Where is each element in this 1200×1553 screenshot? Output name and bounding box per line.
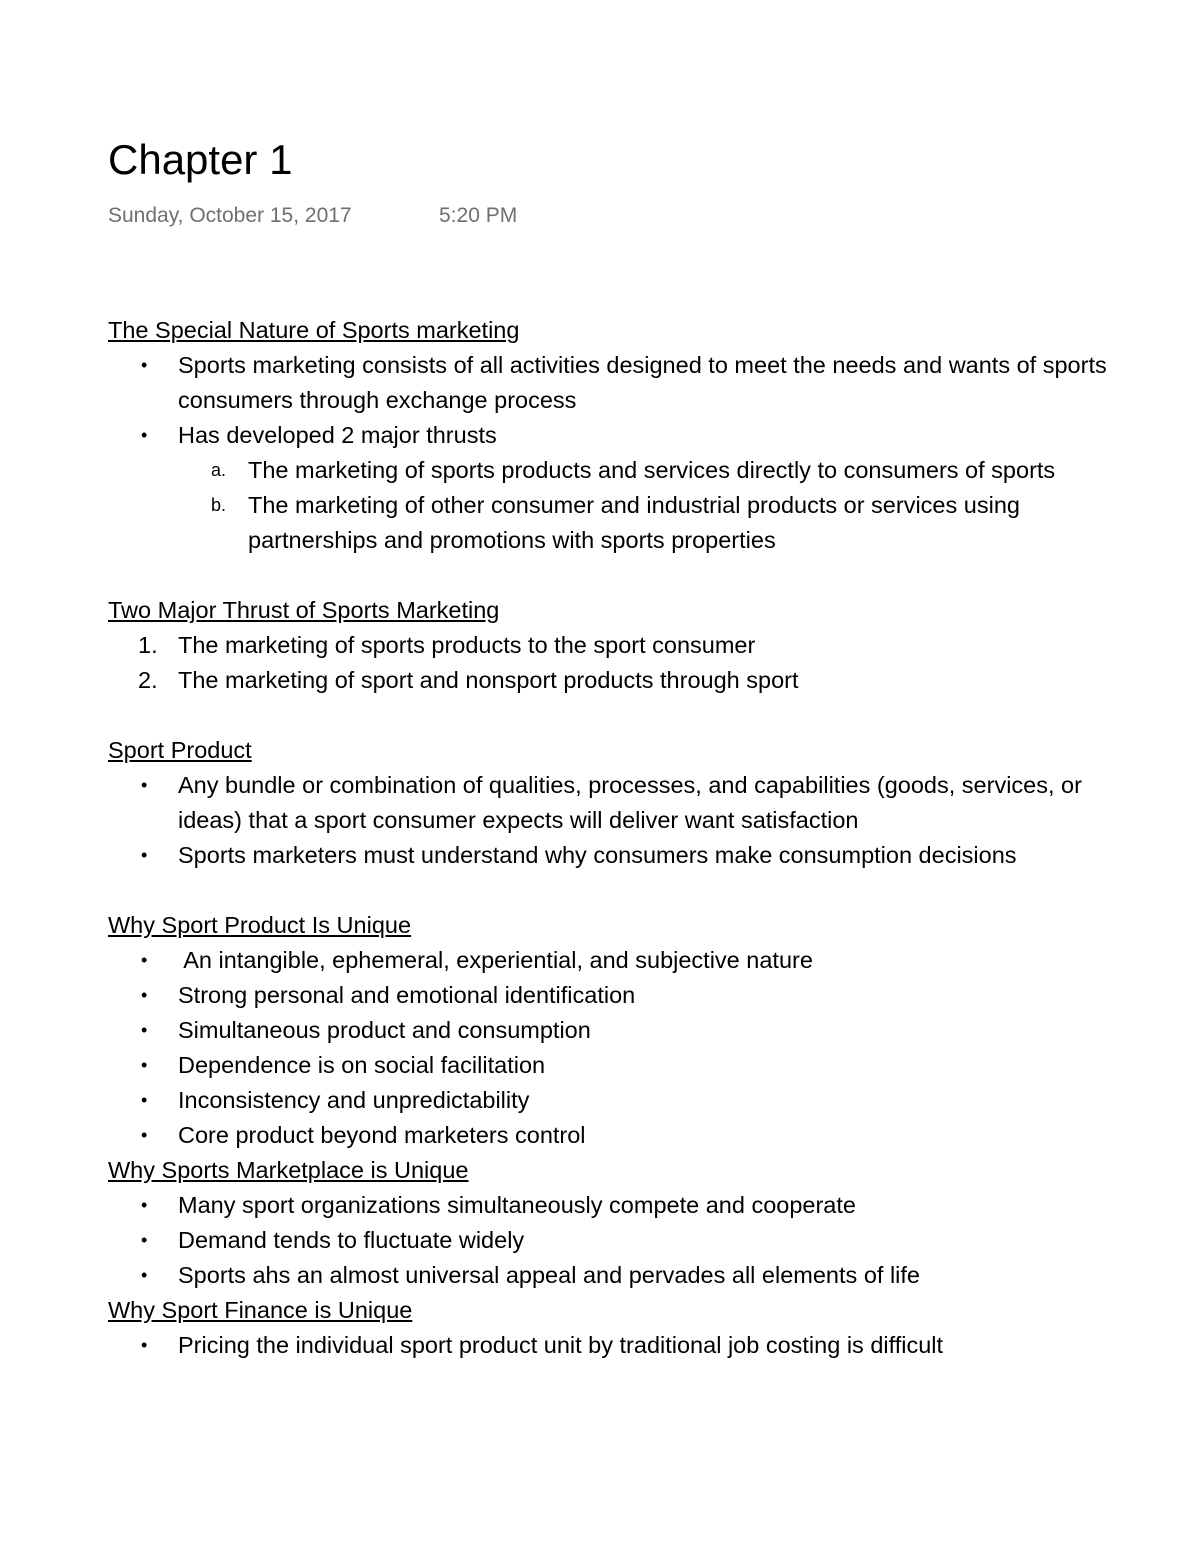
- list-item: [108, 838, 1148, 873]
- section-why-sport-product-unique: [108, 908, 1148, 1153]
- sub-list-item: [178, 453, 1148, 488]
- list-item-text: Demand tends to fluctuate widely: [178, 1227, 525, 1253]
- bullet-marker: •: [141, 985, 148, 1005]
- list-item-text: Sports marketers must understand why consumers make consumption decisions: [178, 842, 1017, 868]
- bullet-marker: •: [141, 1335, 148, 1355]
- section-heading: Why Sports Marketplace is Unique: [108, 1157, 469, 1183]
- bullet-marker: •: [141, 1020, 148, 1040]
- numbered-list-item: [108, 628, 1148, 663]
- list-item: [108, 1223, 1148, 1258]
- list-item: [108, 1083, 1148, 1118]
- list-item: [108, 1328, 1148, 1363]
- section-heading: Why Sport Finance is Unique: [108, 1297, 413, 1323]
- section-heading: The Special Nature of Sports marketing: [108, 317, 520, 343]
- section-why-sport-finance-unique: [108, 1293, 1148, 1363]
- number-marker: 2.: [138, 667, 158, 693]
- list-item-text: Pricing the individual sport product unit by traditional job costing is difficult: [178, 1332, 944, 1358]
- section-heading: Two Major Thrust of Sports Marketing: [108, 597, 500, 623]
- spacer: [108, 558, 1148, 593]
- numbered-list-item-text: The marketing of sport and nonsport products through sport: [178, 667, 799, 693]
- number-marker: 1.: [138, 632, 158, 658]
- spacer: [108, 873, 1148, 908]
- bullet-marker: •: [141, 425, 148, 445]
- numbered-list-item-text: The marketing of sports products to the sport consumer: [178, 632, 756, 658]
- list-item: [108, 978, 1148, 1013]
- bullet-list: [108, 1328, 1148, 1363]
- list-item: [108, 1118, 1148, 1153]
- bullet-list: [108, 768, 1148, 873]
- section-two-major-thrust: [108, 593, 1148, 698]
- list-item: [108, 1013, 1148, 1048]
- list-item-text: Sports marketing consists of all activities designed to meet the needs and wants of sports consumers through exchange process: [178, 352, 1107, 413]
- bullet-marker: •: [141, 1055, 148, 1075]
- list-item: [108, 768, 1148, 838]
- bullet-marker: •: [141, 355, 148, 375]
- note-date: Sunday, October 15, 2017: [108, 204, 352, 227]
- section-why-sports-marketplace-unique: [108, 1153, 1148, 1293]
- list-item-text: Strong personal and emotional identification: [178, 982, 636, 1008]
- list-item-text: An intangible, ephemeral, experiential, and subjective nature: [178, 947, 813, 973]
- list-item: [108, 348, 1148, 418]
- section-heading: Sport Product: [108, 737, 252, 763]
- bullet-marker: •: [141, 950, 148, 970]
- bullet-list: [108, 943, 1148, 1153]
- list-item-text: Many sport organizations simultaneously compete and cooperate: [178, 1192, 856, 1218]
- numbered-list-item: [108, 663, 1148, 698]
- bullet-list: [108, 1188, 1148, 1293]
- bullet-marker: •: [141, 1265, 148, 1285]
- bullet-marker: •: [141, 1230, 148, 1250]
- list-item: [108, 1258, 1148, 1293]
- note-time: 5:20 PM: [439, 204, 518, 227]
- sub-list-item-text: The marketing of sports products and services directly to consumers of sports: [248, 457, 1056, 483]
- spacer: [108, 698, 1148, 733]
- section-sport-product: [108, 733, 1148, 873]
- bullet-list: [108, 348, 1148, 558]
- section-heading: Why Sport Product Is Unique: [108, 912, 412, 938]
- list-item-text: Sports ahs an almost universal appeal and pervades all elements of life: [178, 1262, 920, 1288]
- list-item: [108, 1188, 1148, 1223]
- list-item-text: Has developed 2 major thrusts: [178, 422, 497, 448]
- bullet-marker: •: [141, 1125, 148, 1145]
- list-item-text: Core product beyond marketers control: [178, 1122, 586, 1148]
- list-item: [108, 943, 1148, 978]
- list-item-text: Simultaneous product and consumption: [178, 1017, 591, 1043]
- bullet-marker: •: [141, 1090, 148, 1110]
- page-title: Chapter 1: [108, 136, 293, 183]
- sub-list: [178, 453, 1148, 558]
- sub-list-item: [178, 488, 1148, 558]
- sub-list-marker: a.: [211, 460, 227, 480]
- sub-list-item-text: The marketing of other consumer and industrial products or services using partnerships and promotions with sports properties: [248, 492, 1020, 553]
- sub-list-marker: b.: [211, 495, 227, 515]
- bullet-marker: •: [141, 775, 148, 795]
- bullet-marker: •: [141, 1195, 148, 1215]
- note-timestamp: [108, 202, 518, 230]
- list-item-text: Dependence is on social facilitation: [178, 1052, 546, 1078]
- section-special-nature: [108, 313, 1148, 558]
- note-body: [108, 313, 1148, 1363]
- list-item-text: Inconsistency and unpredictability: [178, 1087, 530, 1113]
- numbered-list: [108, 628, 1148, 698]
- list-item-text: Any bundle or combination of qualities, processes, and capabilities (goods, services, or ideas) that a sport consumer expects will deliver want satisfaction: [178, 772, 1082, 833]
- list-item: [108, 418, 1148, 558]
- list-item: [108, 1048, 1148, 1083]
- bullet-marker: •: [141, 845, 148, 865]
